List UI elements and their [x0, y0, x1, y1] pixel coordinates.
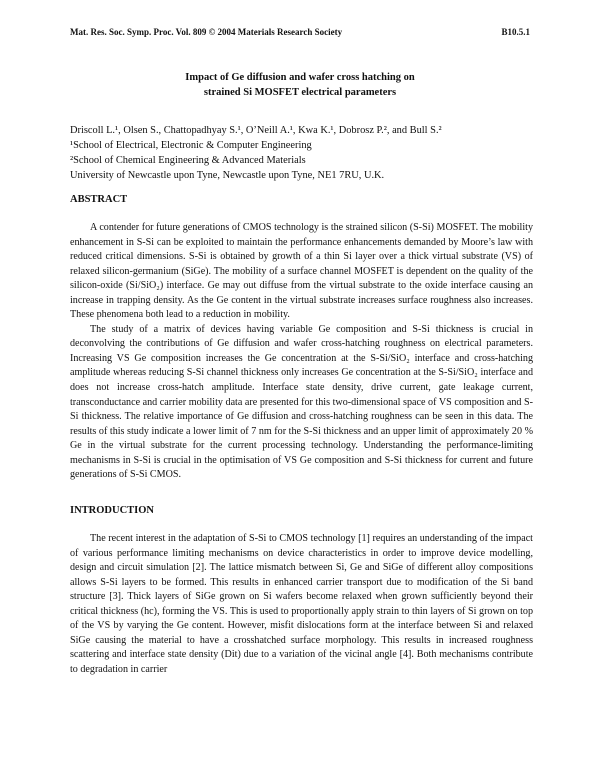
- affiliation-2: ²School of Chemical Engineering & Advanced Materials: [70, 155, 306, 166]
- university-address: University of Newcastle upon Tyne, Newcastle upon Tyne, NE1 7RU, U.K.: [70, 170, 385, 181]
- author-list: Driscoll L.¹, Olsen S., Chattopadhyay S.¹, O’Neill A.¹, Kwa K.¹, Dobrosz P.², and Bull S.²: [70, 125, 442, 136]
- paper-title: [0, 70, 600, 100]
- running-header: [70, 27, 530, 37]
- introduction-paragraph-1: The recent interest in the adaptation of S-Si to CMOS technology [1] requires an understanding of the impact of various performance limiting mechanisms on device characteristics in order to improve device modelling, design and circuit simulation [2]. The lattice mismatch between Si, Ge and SiGe of different alloy compositions allows S-Si layers to be formed. This results in enhanced carrier transport due to modification of the Si band structure [3]. Thick layers of SiGe grown on Si wafers become relaxed when grown sufficiently beyond their critical thickness (hc), forming the VS. This is used to proportionally apply strain to thin layers of Si grown on top of the VS by varying the Ge content. However, misfit dislocations form at the interface between Si and relaxed SiGe causing the material to have a crosshatched surface morphology. This results in increased roughness scattering and interface state density (Dit) due to a variation of the vicinal angle [4]. Both mechanisms contribute to degradation in carrier: [70, 533, 533, 675]
- title-line-2: strained Si MOSFET electrical parameters: [203, 87, 397, 98]
- abstract-heading: ABSTRACT: [70, 194, 128, 205]
- abstract-body: [70, 221, 533, 483]
- page-number: B10.5.1: [501, 27, 530, 37]
- title-line-1: Impact of Ge diffusion and wafer cross hatching on: [185, 72, 415, 83]
- abstract-paragraph-2: The study of a matrix of devices having variable Ge composition and S-Si thickness is crucial in deconvolving the contributions of Ge diffusion and wafer cross-hatching roughness on electrical parameters. Increasing VS Ge composition increases the Ge concentration at the S-Si/SiO₂ interface and cross-hatching amplitude whereas reducing S-Si channel thickness only increases Ge concentration at the S-Si/SiO₂ interface and does not increase cross-hatch amplitude. Interface state density, drive current, gate leakage current, transconductance and carrier mobility data are presented for this two-dimensional space of VS composition and S-Si thickness. The relative importance of Ge diffusion and cross-hatching roughness can be seen in this data. The results of this study indicate a lower limit of 7 nm for the S-Si thickness and an upper limit of approximately 20 % Ge in the virtual substrate for the current processing technology. Understanding the performance-limiting mechanisms in S-Si is crucial in the optimisation of VS Ge composition and S-Si thickness for current and future generations of S-Si CMOS.: [70, 323, 533, 481]
- journal-citation: Mat. Res. Soc. Symp. Proc. Vol. 809 © 2004 Materials Research Society: [70, 27, 343, 37]
- introduction-body: [70, 532, 533, 677]
- introduction-heading: INTRODUCTION: [70, 505, 155, 516]
- affiliation-1: ¹School of Electrical, Electronic & Computer Engineering: [70, 140, 312, 151]
- author-block: [70, 123, 540, 183]
- abstract-paragraph-1: A contender for future generations of CMOS technology is the strained silicon (S-Si) MOSFET. The mobility enhancement in S-Si can be exploited to maintain the performance enhancements demanded by Moore’s law with reduced critical dimensions. S-Si is obtained by growth of a thin Si layer over a thick virtual substrate (VS) of relaxed silicon-germanium (SiGe). The mobility of a surface channel MOSFET is dependent on the quality of the silicon-oxide (Si/SiO₂) interface. Ge may out diffuse from the virtual substrate to the oxide interface causing an increase in trapping density. As the Ge content in the virtual substrate increases surface roughness also increases. These phenomena both lead to a reduction in mobility.: [70, 222, 533, 321]
